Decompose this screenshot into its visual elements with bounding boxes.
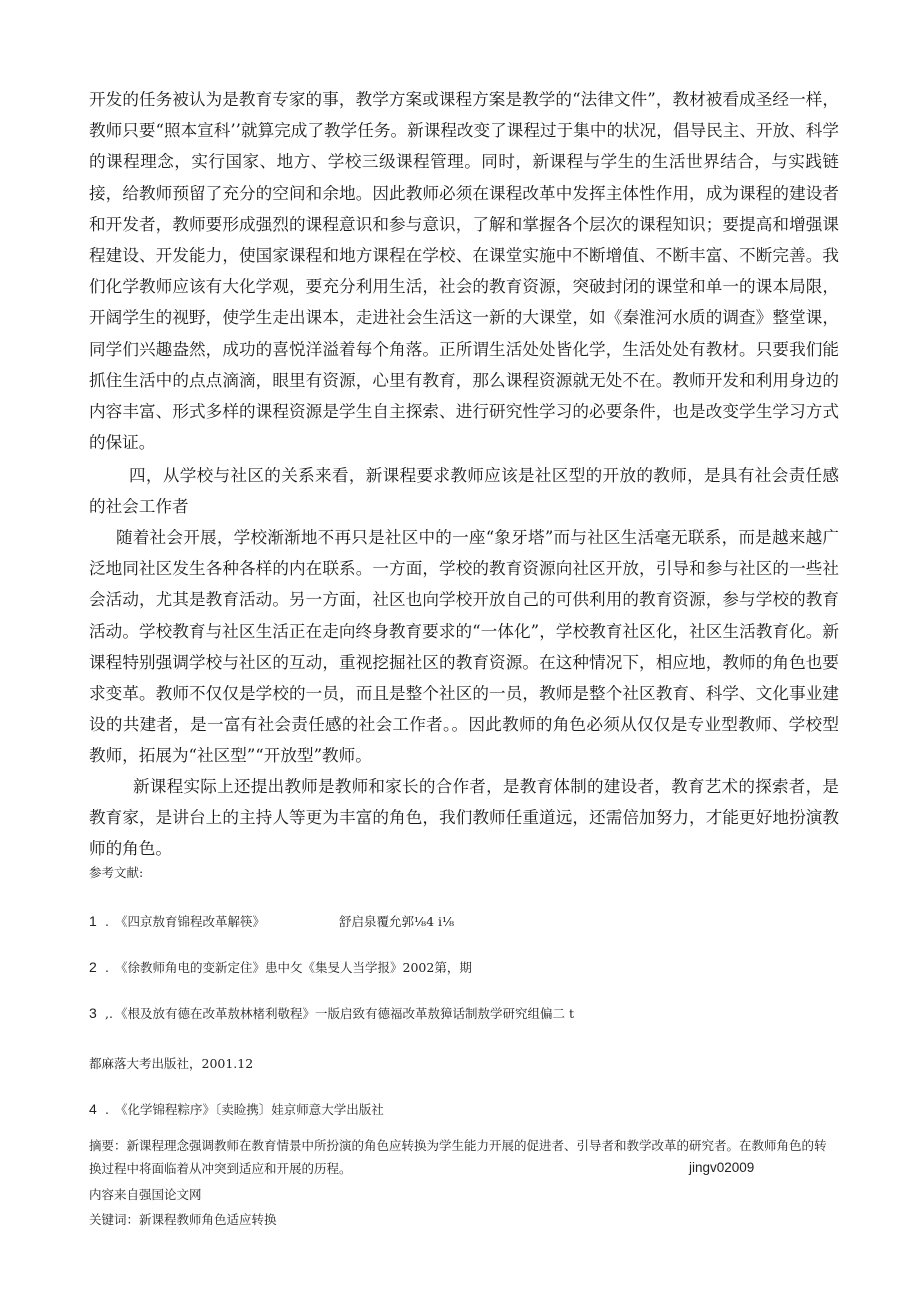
reference-number: 3 (89, 1005, 97, 1021)
references-label: 参考文献: (89, 865, 144, 880)
body-paragraph-1: 开发的任务被认为是教育专家的事，教学方案或课程方案是教学的“法律文件”，教材被看成圣经一样，教师只要“照本宣科’’就算完成了教学任务。新课程改变了课程过于集中的状况，倡导民主、开放、科学的课程理念，实行国家、地方、学校三级课程管理。同时，新课程与学生的生活世界结合，与实践链接，给教师预留了充分的空间和余地。因此教师必须在课程改革中发挥主体性作用，成为课程的建设者和开发者，教师要形成强烈的课程意识和参与意识，了解和掌握各个层次的课程知识；要提高和增强课程建设、开发能力，使国家课程和地方课程在学校、在课堂实施中不断增值、不断丰富、不断完善。我们化学教师应该有大化学观，要充分利用生活，社会的教育资源，突破封闭的课堂和单一的课本局限，开阔学生的视野，使学生走出课本，走进社会生活这一新的大课堂，如《秦淮河水质的调查》整堂课，同学们兴趣盎然，成功的喜悦洋溢着每个角落。正所谓生活处处皆化学，生活处处有教材。只要我们能抓住生活中的点点滴滴，眼里有资源，心里有教育，那么课程资源就无处不在。教师开发和利用身边的内容丰富、形式多样的课程资源是学生自主探索、进行研究性学习的必要条件，也是改变学生学习方式的保证。 (89, 90, 839, 453)
reference-item-1 (89, 912, 455, 930)
reference-title: 《徐教师角电的变新定住》患中攵《集旻人当学报》2002第，期 (115, 960, 472, 975)
source-line: 内容来自强国论文网 (89, 1187, 202, 1202)
reference-item-3-continued (89, 1054, 253, 1072)
reference-title: 《根及放有德在改革敖林楮利敬程》一版启致有德福改革敖獐话制敖学研究组偏二 t (115, 1006, 574, 1021)
body-paragraph-2: 随着社会开展，学校渐渐地不再只是社区中的一座“象牙塔”而与社区生活毫无联系，而是越来越广泛地同社区发生各种各样的内在联系。一方面，学校的教育资源向社区开放，引导和参与社区的一些社会活动，尤其是教育活动。另一方面，社区也向学校开放自己的可供利用的教育资源，参与学校的教育活动。学校教育与社区生活正在走向终身教育要求的“一体化”，学校教育社区化，社区生活教育化。新课程特别强调学校与社区的互动，重视挖掘社区的教育资源。在这种情况下，相应地，教师的角色也要求变革。教师不仅仅是学校的一员，而且是整个社区的一员，教师是整个社区教育、科学、文化事业建设的共建者，是一富有社会责任感的社会工作者。。因此教师的角色必须从仅仅是专业型教师、学校型教师，拓展为“社区型”“开放型”教师。 (89, 528, 839, 766)
source-code: jingv02009 (689, 1160, 755, 1175)
reference-number: 1 (89, 913, 97, 929)
reference-number: 4 (89, 1101, 97, 1117)
body-paragraph-3: 新课程实际上还提出教师是教师和家长的合作者，是教育体制的建设者，教育艺术的探索者，是教育家，是讲台上的主持人等更为丰富的角色，我们教师任重道远，还需倍加努力，才能更好地扮演教师的角色。 (89, 777, 839, 859)
section-4-heading: 四，从学校与社区的关系来看，新课程要求教师应该是社区型的开放的教师，是具有社会责任感的社会工作者 (89, 466, 839, 517)
reference-separator: . (105, 960, 109, 975)
reference-separator: . (105, 914, 109, 929)
reference-item-2 (89, 958, 472, 976)
reference-item-3 (89, 1004, 574, 1022)
reference-title: 《化学锦程粽序》〔卖睑携〕娃京师意大学出版社 (115, 1102, 384, 1117)
reference-publisher: 都麻落大考出版社，2001.12 (89, 1056, 254, 1071)
reference-item-4 (89, 1100, 384, 1118)
reference-author: 舒启泉覆允郭⅛4 i⅛ (339, 914, 455, 929)
keywords-line: 关键词：新课程教师角色适应转换 (89, 1212, 277, 1227)
reference-separator: . (105, 1102, 109, 1117)
reference-separator: ,. (105, 1006, 113, 1021)
reference-number: 2 (89, 959, 97, 975)
abstract-text: 摘要：新课程理念强调教师在教育情景中所扮演的角色应转换为学生能力开展的促进者、引导者和教学改革的研究者。在教师角色的转换过程中将面临着从冲突到适应和开展的历程。 (89, 1138, 827, 1176)
reference-title: 《四京敖育锦程改革解筷》 (115, 914, 266, 929)
